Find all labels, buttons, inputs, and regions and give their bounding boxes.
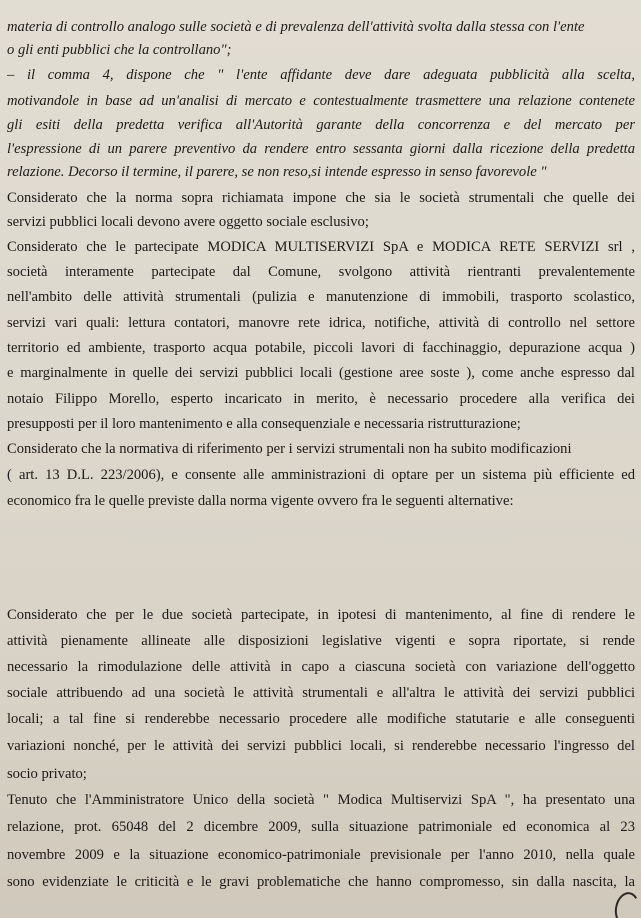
text-line: o gli enti pubblici che la controllano"; (7, 42, 232, 58)
text-line: variazioni nonché, per le attività dei servizi pubblici locali, si renderebbe necessario l'ingresso del (7, 738, 635, 754)
text-line: gli esiti della predetta verifica all'Autorità garante della concorrenza e del mercato per (7, 117, 635, 133)
date-stamp (0, 584, 20, 918)
text-line: relazione, prot. 65048 del 2 dicembre 2009, sulla situazione patrimoniale ed economica al 23 (7, 819, 635, 835)
text-line: sono evidenziate le criticità e le gravi problematiche che hanno compromesso, sin dalla nascita, la (7, 874, 635, 890)
text-line: relazione. Decorso il termine, il parere, se non reso,si intende espresso in senso favorevole " (7, 164, 547, 180)
text-line: Tenuto che l'Amministratore Unico della società " Modica Multiservizi SpA ", ha presentato una (7, 792, 635, 808)
text-line: Considerato che per le due società partecipate, in ipotesi di mantenimento, al fine di rendere le (7, 607, 635, 623)
text-line: Considerato che le partecipate MODICA MULTISERVIZI SpA e MODICA RETE SERVIZI srl , (7, 239, 635, 255)
text-line: economico fra le quelle previste dalla norma vigente ovvero fra le seguenti alternative: (7, 493, 514, 509)
text-line: presupposti per il loro mantenimento e alla consequenziale e necessaria ristrutturazione; (7, 416, 521, 432)
text-line: materia di controllo analogo sulle società e di prevalenza dell'attività svolta dalla stessa con l'ente (7, 19, 585, 35)
text-line: l'espressione di un parere preventivo da rendere entro sessanta giorni dalla ricezione della predetta (7, 141, 635, 157)
text-line: locali; a tal fine si renderebbe necessario procedere alle modifiche statutarie e alle conseguenti (7, 711, 635, 727)
text-line: servizi pubblici locali devono avere oggetto sociale esclusivo; (7, 214, 369, 230)
text-line: – il comma 4, dispone che " l'ente affidante deve dare adeguata pubblicità alla scelta, (7, 67, 635, 83)
text-line: servizi vari quali: lettura contatori, manovre rete idrica, notifiche, attività di controllo nel settore (7, 315, 635, 331)
text-line: sociale attribuendo ad una società le attività strumentali e all'altra le attività dei servizi pubblici (7, 685, 635, 701)
text-line: nell'ambito delle attività strumentali (pulizia e manutenzione di immobili, trasporto scolastico, (7, 289, 635, 305)
text-line: novembre 2009 e la situazione economico-patrimoniale previsionale per l'anno 2010, nella quale (7, 847, 635, 863)
text-line: ( art. 13 D.L. 223/2006), e consente alle amministrazioni di optare per un sistema più efficiente ed (7, 467, 635, 483)
text-line: notaio Filippo Morello, esperto incaricato in merito, è necessario procedere alla verifica dei (7, 391, 635, 407)
text-line: e marginalmente in quelle dei servizi pubblici locali (gestione aree soste ), come anche espresso dal (7, 365, 635, 381)
text-line: socio privato; (7, 766, 87, 782)
text-line: attività pienamente allineate alle disposizioni legislative vigenti e sopra riportate, si rende (7, 633, 635, 649)
page-edge-mark (612, 890, 641, 918)
text-line: società interamente partecipate dal Comune, svolgono attività rientranti prevalentemente (7, 264, 635, 280)
text-line: necessario la rimodulazione delle attività in capo a ciascuna società con variazione dell'oggetto (7, 659, 635, 675)
text-line: Considerato che la normativa di riferimento per i servizi strumentali non ha subito modificazioni (7, 441, 572, 457)
text-line: Considerato che la norma sopra richiamata impone che sia le società strumentali che quelle dei (7, 190, 635, 206)
text-line: territorio ed ambiente, trasporto acqua potabile, piccoli lavori di facchinaggio, depurazione acqua ) (7, 340, 635, 356)
text-line: motivandole in base ad un'analisi di mercato e contestualmente trasmettere una relazione contenete (7, 93, 635, 109)
